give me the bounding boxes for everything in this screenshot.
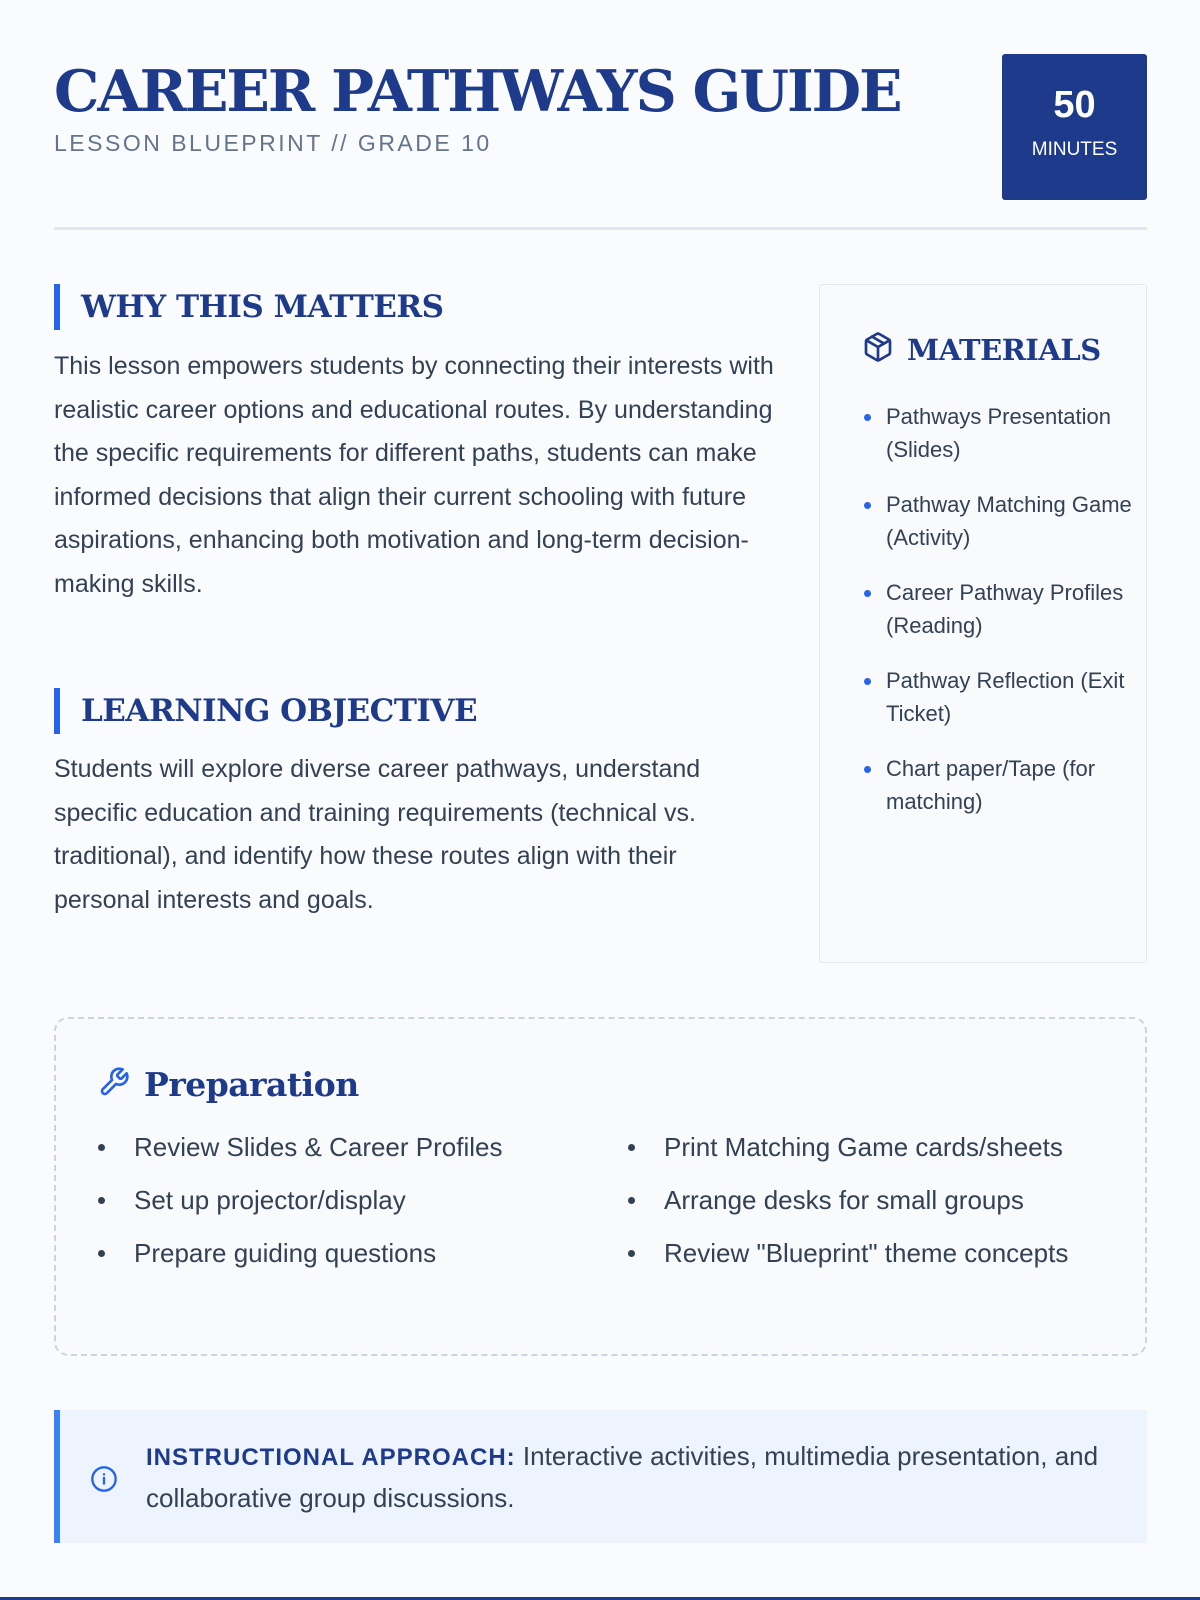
list-item: Set up projector/display — [96, 1180, 586, 1220]
page-title: CAREER PATHWAYS GUIDE — [54, 58, 901, 125]
preparation-card — [54, 1017, 1147, 1356]
list-item: Career Pathway Profiles (Reading) — [862, 576, 1132, 642]
materials-heading: MATERIALS — [907, 332, 1101, 367]
objective-body: Students will explore diverse career pathways, understand specific education and training requirements (technical vs. traditional), and identify how these routes align with their personal interests and goals. — [54, 755, 701, 914]
preparation-header — [98, 1065, 359, 1104]
callout-text — [146, 1436, 1126, 1518]
duration-badge — [1002, 54, 1147, 200]
preparation-list-left — [96, 1127, 586, 1286]
duration-value: 50 — [1053, 84, 1096, 126]
materials-card — [819, 284, 1147, 963]
why-body: This lesson empowers students by connecting their interests with realistic career options and educational routes. By understanding the specific requirements for different paths, students can make informed decisions that align their current schooling with future aspirations, enhancing both motivation and long-term decision-making skills. — [54, 352, 774, 598]
list-item: Pathway Reflection (Exit Ticket) — [862, 664, 1132, 730]
list-item: Review Slides & Career Profiles — [96, 1127, 586, 1167]
list-item: Prepare guiding questions — [96, 1233, 586, 1273]
objective-heading: LEARNING OBJECTIVE — [54, 688, 477, 734]
callout-label: INSTRUCTIONAL APPROACH: — [146, 1444, 516, 1471]
list-item: Arrange desks for small groups — [626, 1180, 1116, 1220]
header — [54, 54, 1147, 230]
lesson-page — [54, 0, 1147, 1600]
callout-body: Interactive activities, multimedia presentation, and collaborative group discussions. — [146, 1441, 1099, 1513]
why-heading: WHY THIS MATTERS — [54, 284, 444, 330]
page-subtitle: LESSON BLUEPRINT // GRADE 10 — [54, 130, 492, 156]
duration-unit: MINUTES — [1031, 139, 1118, 160]
list-item: Pathway Matching Game (Activity) — [862, 488, 1132, 554]
list-item: Chart paper/Tape (for matching) — [862, 752, 1132, 818]
instructional-approach-callout — [54, 1410, 1147, 1543]
wrench-icon — [98, 1066, 130, 1103]
materials-header — [862, 331, 1101, 368]
preparation-heading: Preparation — [144, 1065, 359, 1104]
list-item: Print Matching Game cards/sheets — [626, 1127, 1116, 1167]
preparation-list-right — [626, 1127, 1116, 1286]
list-item: Pathways Presentation (Slides) — [862, 400, 1132, 466]
box-icon — [862, 331, 894, 368]
list-item: Review "Blueprint" theme concepts — [626, 1233, 1116, 1273]
materials-list — [862, 400, 1132, 840]
